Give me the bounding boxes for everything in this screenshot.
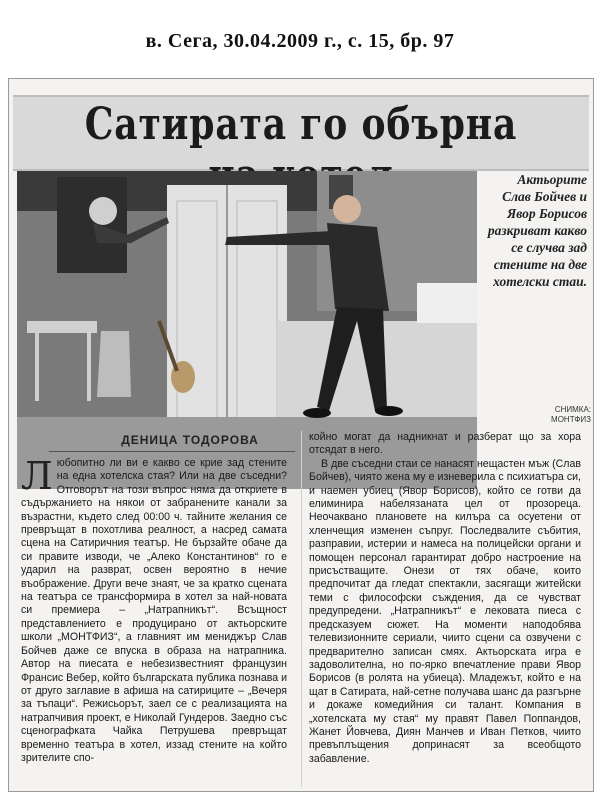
- article-column-right: [309, 431, 581, 766]
- column-divider: [301, 431, 302, 787]
- author-byline: ДЕНИЦА ТОДОРОВА: [121, 433, 259, 447]
- photo-caption: Актьорите Слав Бойчев и Явор Борисов разкриват какво се случва зад стените на две хотелски стаи.: [487, 172, 587, 289]
- article-paragraph: койно могат да надникнат и разберат що за хора отсядат в него.: [309, 431, 581, 457]
- article-text-left: юбопитно ли ви е какво се крие зад стените на една хотелска стая? Или на две съседни? Отговорът на този въпрос няма да откриете в съдържанието на някои от забранените канали за възрастни, където след 00:00 ч. тайните желания се превръщат в похотлива реалност, а насред самата сцена на Сатиричния театър. Не бързайте обаче да си правите изводи, че „Алеко Константинов“ го е ударил на разврат, освен вероятно в нечие въображение. Други вече знаят, че за кратко сцената на театъра се трансформира в хотел за най-новата си премиера – „Натрапникът“. Всъщност представлението е продуцирано от актьорските школи „МОНТФИЗ“, а главният им мениджър Слав Бойчев даже се впуска в образа на натрапника. Автор на пиесата е небезизвестният французин Франсис Вебер, който българската публика познава и от друго заглавие в афиша на сатириците – „Вечеря за тъпаци“. Режисьорът, заел се с реализацията на натрапчивия проект, е Николай Гундеров. Заедно със сценографката Чайка Петрушева превръщат временно театъра в хотел, иззад стените на който зрителите спо-: [21, 457, 287, 764]
- source-line: в. Сега, 30.04.2009 г., с. 15, бр. 97: [145, 30, 455, 52]
- article-paragraph: В две съседни стаи се нанасят нещастен мъж (Слав Бойчев), чиято жена му е изневерила с психиатъра си, и наемен убиец (Явор Борисов), който се готви да елиминира набелязаната цел от прозореца. Неочаквано плановете на килъра са осуетени от хленчещия изменен съпруг. Последвалите събития, разправии, истерии и намеса на полицейски органи и помощен персонал гарантират добро настроение на присъстващите. Онези от тях обаче, които предпочитат да гледат спектакли, засягащи житейски теми с философски съждения, да се чувстват предупредени. „Натрапникът“ е лековата пиеса с предсказуем сюжет. На моменти наподобява телевизионните сериали, чиито сцени са озвучени с предварително записан смях. Актьорската игра е задоволителна, но по-ярко впечатление прави Явор Борисов (в ролята на убиеца). Младежът, който е на щат в Сатирата, най-сетне получава шанс да разгърне и докаже комедийния си талант. Компания в „хотелската му стая“ му правят Павел Поппандов, Жанет Йовчева, Диян Манчев и Иван Петков, чиито превъплъщения допринасят за всеобщото забавление.: [309, 457, 581, 765]
- article-column-left: [21, 454, 287, 765]
- newspaper-clipping: [8, 78, 594, 792]
- byline-rule: [49, 451, 295, 452]
- photo-credit: СНИМКА: МОНТФИЗ: [551, 405, 591, 424]
- headline-banner: [13, 95, 589, 171]
- drop-cap: Л: [21, 454, 53, 498]
- headline: Сатирата го обърна: [84, 99, 518, 150]
- article-paragraph: [21, 454, 287, 765]
